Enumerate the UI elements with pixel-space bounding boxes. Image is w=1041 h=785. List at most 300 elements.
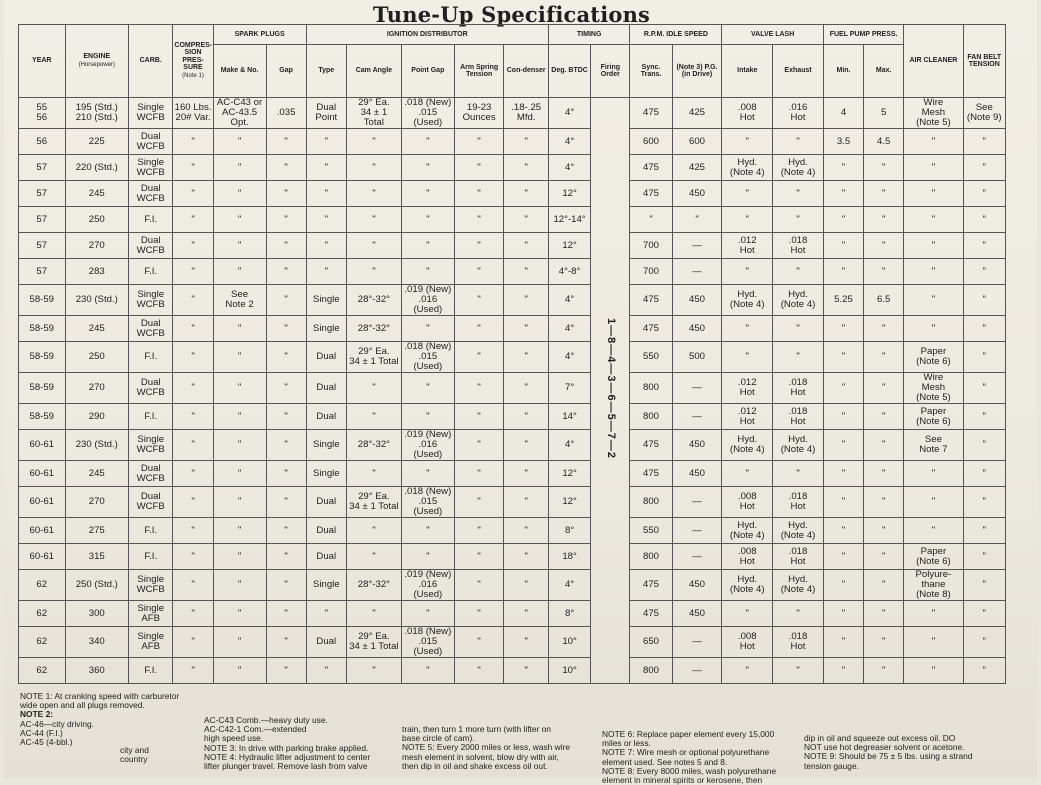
cell-type: Single <box>306 570 346 601</box>
cell-exhaust: " <box>773 601 824 627</box>
cell-engine: 225 <box>65 129 128 155</box>
cell-carb: Single WCFB <box>129 570 173 601</box>
cell-air: Paper (Note 6) <box>904 404 963 430</box>
cell-arm: " <box>454 430 504 461</box>
cell-cond: " <box>504 658 548 684</box>
cell-year: 56 <box>19 129 66 155</box>
cell-fan: " <box>963 430 1005 461</box>
note-side: city and country <box>120 745 149 765</box>
cell-fmin: " <box>823 155 863 181</box>
cell-carb: F.I. <box>129 404 173 430</box>
cell-fmax: " <box>864 181 904 207</box>
cell-cam: " <box>346 155 401 181</box>
cell-deg: 12° <box>548 181 590 207</box>
cell-cam: " <box>346 601 401 627</box>
cell-carb: Single WCFB <box>129 285 173 316</box>
header-valve-in: Intake <box>722 45 773 98</box>
header-tim-firing: Firing Order <box>591 45 630 98</box>
cell-cam: " <box>346 207 401 233</box>
cell-carb: F.I. <box>129 518 173 544</box>
cell-plug: " <box>213 544 266 570</box>
cell-fmin: " <box>823 342 863 373</box>
cell-deg: 7° <box>548 373 590 404</box>
cell-year: 62 <box>19 658 66 684</box>
cell-arm: 19-23 Ounces <box>454 98 504 129</box>
cell-fan: " <box>963 259 1005 285</box>
cell-exhaust: Hyd. (Note 4) <box>773 430 824 461</box>
cell-arm: " <box>454 404 504 430</box>
cell-engine: 340 <box>65 627 128 658</box>
cell-air: Polyure- thane (Note 8) <box>904 570 963 601</box>
cell-cam: 28°-32° <box>346 430 401 461</box>
header-spark-plugs: SPARK PLUGS <box>213 25 306 45</box>
cell-year: 62 <box>19 601 66 627</box>
cell-fmax: " <box>864 487 904 518</box>
cell-arm: " <box>454 129 504 155</box>
cell-deg: 10° <box>548 627 590 658</box>
cell-deg: 8° <box>548 518 590 544</box>
cell-fan: " <box>963 181 1005 207</box>
cell-engine: 230 (Std.) <box>65 430 128 461</box>
cell-deg: 4° <box>548 155 590 181</box>
spec-table-body <box>19 98 1006 684</box>
cell-arm: " <box>454 233 504 259</box>
cell-air: " <box>904 207 963 233</box>
cell-intake: Hyd. (Note 4) <box>722 518 773 544</box>
cell-year: 58-59 <box>19 342 66 373</box>
note-line: train, then turn 1 more turn (with lifter on <box>402 724 551 734</box>
cell-exhaust: " <box>773 259 824 285</box>
cell-point: " <box>401 544 454 570</box>
cell-intake: Hyd. (Note 4) <box>722 430 773 461</box>
cell-comp: " <box>173 259 213 285</box>
cell-sync: 800 <box>630 544 672 570</box>
cell-intake: .012 Hot <box>722 404 773 430</box>
cell-point: " <box>401 259 454 285</box>
cell-air: Wire Mesh (Note 5) <box>904 98 963 129</box>
note-line: AC-46—city driving. <box>20 718 95 729</box>
cell-carb: Dual WCFB <box>129 461 173 487</box>
cell-pg: 450 <box>672 601 722 627</box>
note-line: NOTE 1: At cranking speed with carburetor <box>20 691 180 701</box>
cell-deg: 4° <box>548 570 590 601</box>
cell-cond: " <box>504 544 548 570</box>
cell-exhaust: " <box>773 181 824 207</box>
cell-cond: " <box>504 285 548 316</box>
cell-year: 57 <box>19 155 66 181</box>
cell-exhaust: " <box>773 658 824 684</box>
cell-exhaust: .018 Hot <box>773 373 824 404</box>
cell-carb: Single AFB <box>129 601 173 627</box>
cell-type: Single <box>306 285 346 316</box>
cell-type: Dual <box>306 404 346 430</box>
cell-exhaust: " <box>773 207 824 233</box>
cell-intake: .008 Hot <box>722 544 773 570</box>
cell-fan: " <box>963 461 1005 487</box>
page-title: Tune-Up Specifications <box>372 2 651 27</box>
cell-type: Dual <box>306 544 346 570</box>
cell-arm: " <box>454 627 504 658</box>
cell-type: Dual <box>306 373 346 404</box>
cell-comp: " <box>173 544 213 570</box>
cell-gap: " <box>266 601 306 627</box>
cell-pg: 425 <box>672 155 722 181</box>
cell-cam: " <box>346 404 401 430</box>
cell-carb: F.I. <box>129 259 173 285</box>
cell-plug: " <box>213 316 266 342</box>
cell-engine: 250 <box>65 342 128 373</box>
cell-fan: " <box>963 373 1005 404</box>
cell-fmax: " <box>864 658 904 684</box>
cell-year: 60-61 <box>19 544 66 570</box>
cell-pg: — <box>672 373 722 404</box>
cell-fan: See (Note 9) <box>963 98 1005 129</box>
cell-pg: 500 <box>672 342 722 373</box>
cell-carb: Dual WCFB <box>129 373 173 404</box>
cell-gap: " <box>266 570 306 601</box>
note-line: AC-C42-1 Com.—extended <box>204 724 307 735</box>
cell-cam: " <box>346 658 401 684</box>
cell-arm: " <box>454 285 504 316</box>
cell-deg: 10° <box>548 658 590 684</box>
cell-deg: 12° <box>548 487 590 518</box>
cell-pg: 450 <box>672 181 722 207</box>
table-row <box>19 570 1006 601</box>
cell-carb: F.I. <box>129 207 173 233</box>
cell-air: Wire Mesh (Note 5) <box>904 373 963 404</box>
header-compression-label: COMPRES-SION PRES-SURE <box>174 41 213 72</box>
note-line: NOTE 4: Hydraulic lifter adjustment to center <box>204 751 371 762</box>
cell-plug: " <box>213 570 266 601</box>
cell-sync: 550 <box>630 342 672 373</box>
cell-plug: " <box>213 461 266 487</box>
cell-fmax: " <box>864 518 904 544</box>
cell-pg: — <box>672 404 722 430</box>
cell-cond: " <box>504 404 548 430</box>
table-row <box>19 373 1006 404</box>
cell-year: 57 <box>19 181 66 207</box>
cell-gap: " <box>266 259 306 285</box>
note-line: high speed use. <box>204 733 264 744</box>
cell-fmax: " <box>864 570 904 601</box>
cell-type: " <box>306 601 346 627</box>
note-line: AC-44 (F.I.) <box>20 727 63 738</box>
cell-comp: " <box>173 601 213 627</box>
cell-sync: 650 <box>630 627 672 658</box>
cell-gap: " <box>266 544 306 570</box>
cell-sync: 700 <box>630 259 672 285</box>
cell-fan: " <box>963 155 1005 181</box>
cell-plug: " <box>213 233 266 259</box>
notes-col-1 <box>20 692 215 747</box>
cell-gap: " <box>266 404 306 430</box>
cell-sync: 475 <box>630 181 672 207</box>
cell-fan: " <box>963 342 1005 373</box>
cell-year: 60-61 <box>19 518 66 544</box>
cell-intake: .012 Hot <box>722 233 773 259</box>
header-carb: CARB. <box>129 25 173 98</box>
cell-sync: 475 <box>630 98 672 129</box>
header-rpm-pg: (Note 3) P.G. (in Drive) <box>672 45 722 98</box>
cell-cond: " <box>504 487 548 518</box>
cell-type: " <box>306 129 346 155</box>
cell-point: .019 (New) .016 (Used) <box>401 430 454 461</box>
cell-type: Single <box>306 316 346 342</box>
cell-comp: " <box>173 155 213 181</box>
header-year: YEAR <box>19 25 66 98</box>
header-engine-sub: (Horsepower) <box>78 61 115 68</box>
cell-fmax: " <box>864 316 904 342</box>
cell-cond: " <box>504 316 548 342</box>
cell-year: 58-59 <box>19 285 66 316</box>
cell-carb: F.I. <box>129 544 173 570</box>
cell-sync: 700 <box>630 233 672 259</box>
cell-fmin: " <box>823 259 863 285</box>
table-row <box>19 98 1006 129</box>
cell-point: " <box>401 461 454 487</box>
cell-deg: 4°-8° <box>548 259 590 285</box>
cell-fmax: " <box>864 430 904 461</box>
cell-air: " <box>904 129 963 155</box>
cell-comp: 160 Lbs. 20# Var. <box>173 98 213 129</box>
note-line: miles or less. <box>602 738 651 749</box>
cell-gap: " <box>266 658 306 684</box>
notes-col-1-side <box>120 746 149 764</box>
cell-carb: F.I. <box>129 342 173 373</box>
cell-deg: 12° <box>548 233 590 259</box>
cell-comp: " <box>173 570 213 601</box>
cell-type: Dual <box>306 627 346 658</box>
cell-plug: " <box>213 342 266 373</box>
cell-fmax: 6.5 <box>864 285 904 316</box>
cell-type: Dual Point <box>306 98 346 129</box>
table-row <box>19 233 1006 259</box>
cell-fmax: " <box>864 207 904 233</box>
cell-type: " <box>306 259 346 285</box>
table-row <box>19 627 1006 658</box>
cell-intake: " <box>722 316 773 342</box>
cell-cam: " <box>346 181 401 207</box>
cell-point: " <box>401 518 454 544</box>
cell-sync: 800 <box>630 373 672 404</box>
cell-fmin: " <box>823 601 863 627</box>
cell-comp: " <box>173 461 213 487</box>
cell-point: " <box>401 129 454 155</box>
cell-point: .018 (New) .015 (Used) <box>401 98 454 129</box>
cell-air: " <box>904 627 963 658</box>
note-line: element in mineral spirits or kerosene, then <box>602 775 763 785</box>
cell-fmin: " <box>823 233 863 259</box>
cell-air: " <box>904 155 963 181</box>
cell-fan: " <box>963 404 1005 430</box>
cell-air: Paper (Note 6) <box>904 342 963 373</box>
cell-comp: " <box>173 404 213 430</box>
header-timing: TIMING <box>548 25 629 45</box>
cell-exhaust: .018 Hot <box>773 487 824 518</box>
cell-deg: 4° <box>548 430 590 461</box>
header-fan: FAN BELT TENSION <box>963 25 1005 98</box>
cell-intake: " <box>722 601 773 627</box>
note-line: lifter plunger travel. Remove lash from valve <box>204 761 368 772</box>
cell-intake: .008 Hot <box>722 627 773 658</box>
cell-cam: " <box>346 461 401 487</box>
note-line: mesh element in solvent, blow dry with air, <box>402 751 559 762</box>
cell-fmin: 5.25 <box>823 285 863 316</box>
cell-comp: " <box>173 181 213 207</box>
cell-fan: " <box>963 233 1005 259</box>
cell-arm: " <box>454 601 504 627</box>
table-row <box>19 544 1006 570</box>
cell-gap: " <box>266 129 306 155</box>
notes-col-2 <box>204 716 399 771</box>
note-line: dip in oil and squeeze out excess oil. DO <box>804 733 956 743</box>
cell-carb: Dual WCFB <box>129 233 173 259</box>
cell-gap: .035 <box>266 98 306 129</box>
cell-intake: .008 Hot <box>722 98 773 129</box>
note-line: NOTE 5: Every 2000 miles or less, wash wire <box>402 742 571 753</box>
cell-arm: " <box>454 544 504 570</box>
cell-sync: 600 <box>630 129 672 155</box>
header-air: AIR CLEANER <box>904 25 963 98</box>
table-row <box>19 181 1006 207</box>
cell-cond: " <box>504 342 548 373</box>
cell-plug: " <box>213 430 266 461</box>
cell-carb: Single WCFB <box>129 98 173 129</box>
cell-pg: 450 <box>672 316 722 342</box>
cell-fan: " <box>963 658 1005 684</box>
cell-comp: " <box>173 518 213 544</box>
cell-gap: " <box>266 518 306 544</box>
cell-exhaust: .018 Hot <box>773 544 824 570</box>
cell-exhaust: .016 Hot <box>773 98 824 129</box>
cell-year: 62 <box>19 570 66 601</box>
cell-engine: 290 <box>65 404 128 430</box>
cell-engine: 245 <box>65 461 128 487</box>
cell-intake: " <box>722 259 773 285</box>
cell-sync: " <box>630 207 672 233</box>
cell-gap: " <box>266 155 306 181</box>
cell-exhaust: Hyd. (Note 4) <box>773 285 824 316</box>
cell-cond: " <box>504 373 548 404</box>
cell-exhaust: .018 Hot <box>773 233 824 259</box>
cell-fmin: " <box>823 207 863 233</box>
cell-type: Dual <box>306 518 346 544</box>
cell-point: " <box>401 233 454 259</box>
note-line: NOT use hot degreaser solvent or acetone. <box>804 742 965 753</box>
cell-pg: 450 <box>672 285 722 316</box>
cell-cond: " <box>504 518 548 544</box>
cell-gap: " <box>266 627 306 658</box>
cell-fmax: " <box>864 461 904 487</box>
table-row <box>19 658 1006 684</box>
cell-cond: " <box>504 461 548 487</box>
cell-cond: " <box>504 627 548 658</box>
cell-pg: — <box>672 627 722 658</box>
table-row <box>19 129 1006 155</box>
cell-sync: 475 <box>630 155 672 181</box>
cell-sync: 475 <box>630 461 672 487</box>
cell-fan: " <box>963 544 1005 570</box>
cell-fmin: " <box>823 627 863 658</box>
cell-fmin: " <box>823 518 863 544</box>
cell-carb: Dual WCFB <box>129 129 173 155</box>
cell-sync: 475 <box>630 601 672 627</box>
cell-cam: 29° Ea. 34 ± 1 Total <box>346 487 401 518</box>
cell-cond: " <box>504 155 548 181</box>
cell-pg: 425 <box>672 98 722 129</box>
cell-fan: " <box>963 627 1005 658</box>
cell-cam: " <box>346 129 401 155</box>
cell-sync: 550 <box>630 518 672 544</box>
cell-exhaust: Hyd. (Note 4) <box>773 155 824 181</box>
cell-deg: 4° <box>548 316 590 342</box>
cell-air: Paper (Note 6) <box>904 544 963 570</box>
cell-fmin: " <box>823 373 863 404</box>
cell-point: " <box>401 181 454 207</box>
cell-fmin: " <box>823 430 863 461</box>
table-row <box>19 461 1006 487</box>
cell-pg: — <box>672 487 722 518</box>
cell-sync: 800 <box>630 487 672 518</box>
note-line: element used. See notes 5 and 8. <box>602 756 728 767</box>
cell-engine: 250 (Std.) <box>65 570 128 601</box>
cell-air: " <box>904 181 963 207</box>
cell-year: 55 56 <box>19 98 66 129</box>
cell-comp: " <box>173 658 213 684</box>
note-line: then dip in oil and shake excess oil out. <box>402 760 548 771</box>
cell-comp: " <box>173 373 213 404</box>
cell-type: " <box>306 155 346 181</box>
header-fuel-min: Min. <box>823 45 863 98</box>
cell-fmax: " <box>864 259 904 285</box>
cell-type: " <box>306 233 346 259</box>
note-line: NOTE 2: <box>20 709 54 720</box>
cell-air: See Note 7 <box>904 430 963 461</box>
cell-fmax: " <box>864 627 904 658</box>
header-ignition: IGNITION DISTRIBUTOR <box>306 25 548 45</box>
cell-gap: " <box>266 487 306 518</box>
header-sp-make: Make & No. <box>213 45 266 98</box>
cell-sync: 800 <box>630 404 672 430</box>
cell-intake: " <box>722 129 773 155</box>
cell-plug: " <box>213 627 266 658</box>
note-line: AC-C43 Comb.—heavy duty use. <box>204 715 328 725</box>
cell-cam: " <box>346 373 401 404</box>
cell-plug: " <box>213 129 266 155</box>
cell-intake: " <box>722 181 773 207</box>
cell-carb: Single WCFB <box>129 155 173 181</box>
cell-plug: " <box>213 259 266 285</box>
cell-cam: 28°-32° <box>346 570 401 601</box>
notes-col-3 <box>402 725 598 771</box>
cell-gap: " <box>266 233 306 259</box>
cell-air: " <box>904 658 963 684</box>
cell-point: .018 (New) .015 (Used) <box>401 627 454 658</box>
table-row <box>19 155 1006 181</box>
cell-fan: " <box>963 487 1005 518</box>
cell-pg: — <box>672 259 722 285</box>
cell-fmin: " <box>823 316 863 342</box>
cell-engine: 245 <box>65 316 128 342</box>
cell-engine: 270 <box>65 233 128 259</box>
cell-carb: Single WCFB <box>129 430 173 461</box>
cell-fmin: " <box>823 658 863 684</box>
cell-gap: " <box>266 316 306 342</box>
cell-exhaust: " <box>773 461 824 487</box>
cell-cam: 28°-32° <box>346 285 401 316</box>
cell-carb: F.I. <box>129 658 173 684</box>
cell-year: 58-59 <box>19 404 66 430</box>
